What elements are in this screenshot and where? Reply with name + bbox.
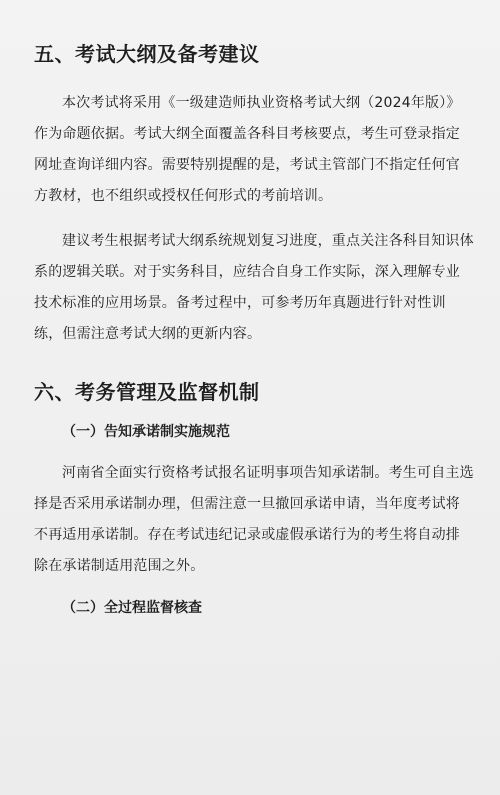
section-5-paragraph-1: 本次考试将采用《一级建造师执业资格考试大纲（2024年版）》作为命题依据。考试大纲全面覆盖各科目考核要点，考生可登录指定网址查询详细内容。需要特别提醒的是，考试主管部门不指定任何官方教材，也不组织或授权任何形式的考前培训。 [34,95,461,204]
subsection-2-heading: （二）全过程监督核查 [62,600,202,616]
section-6-heading: 六、考务管理及监督机制 [34,380,260,404]
subsection-1-heading: （一）告知承诺制实施规范 [62,424,230,440]
document-content [34,40,474,634]
section-5-paragraph-2: 建议考生根据考试大纲系统规划复习进度，重点关注各科目知识体系的逻辑关联。对于实务科目，应结合自身工作实际，深入理解专业技术标准的应用场景。备考过程中，可参考历年真题进行针对性训练，但需注意考试大纲的更新内容。 [34,233,474,342]
subsection-1-paragraph: 河南省全面实行资格考试报名证明事项告知承诺制。考生可自主选择是否采用承诺制办理，但需注意一旦撤回承诺申请，当年度考试将不再适用承诺制。存在考试违纪记录或虚假承诺行为的考生将自动排除在承诺制适用范围之外。 [34,465,474,574]
section-5-heading: 五、考试大纲及备考建议 [34,42,260,66]
